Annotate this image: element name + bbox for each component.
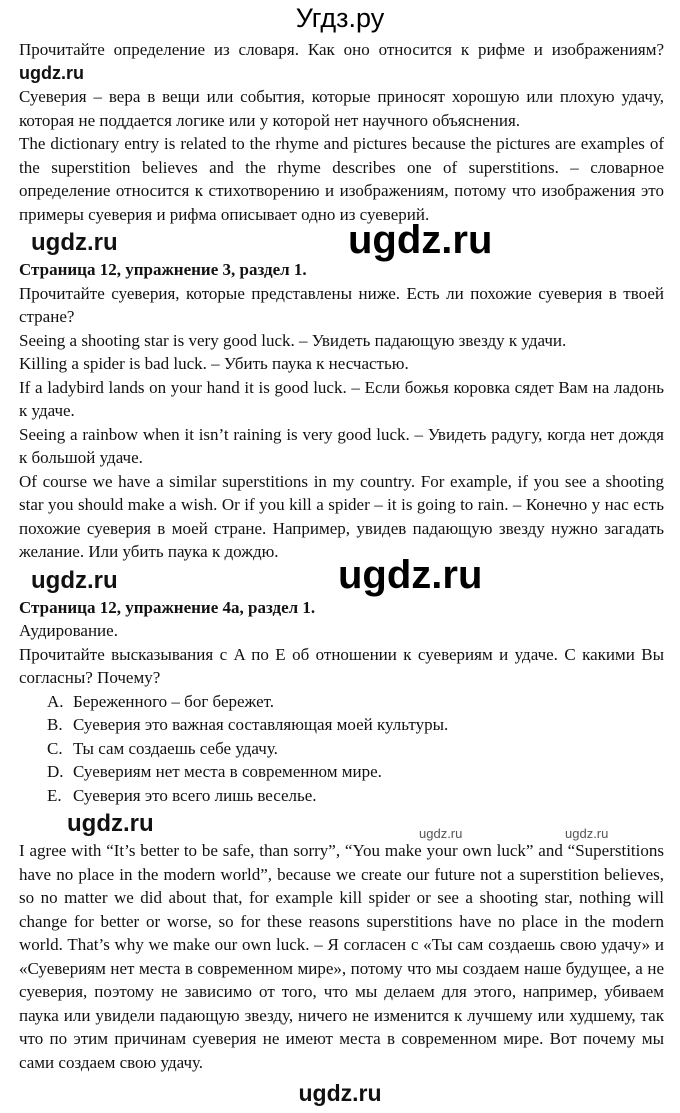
exercise-instruction: Прочитайте суеверия, которые представлены ниже. Есть ли похожие суеверия в твоей стране? <box>19 283 664 326</box>
options-list <box>19 690 664 808</box>
watermark-large: ugdz.ru <box>348 218 493 262</box>
exercise-heading: Страница 12, упражнение 3, раздел 1. <box>19 260 307 279</box>
intro-instruction: Прочитайте определение из словаря. Как оно относится к рифме и изображениям?ugdz.ru <box>19 40 664 83</box>
intro-answer: The dictionary entry is related to the rhyme and pictures because the pictures are examples of the superstition believes and the rhyme describes one of superstitions. – словарное определение относится к стихотворению и изображениям, потому что изображения это примеры суеверия и рифма описывает одно из суеверий. <box>19 134 664 224</box>
watermark-large: ugdz.ru <box>338 553 483 597</box>
site-title: Угдз.ру <box>295 3 385 33</box>
watermark-tiny: ugdz.ru <box>419 826 463 841</box>
option-item: C. Ты сам создаешь себе удачу. <box>47 738 278 758</box>
option-item: A. Береженного – бог бережет. <box>47 691 275 711</box>
exercise-subheading: Аудирование. <box>19 621 118 640</box>
watermark-block: ugdz.ru <box>31 566 118 594</box>
superstition-line: Seeing a shooting star is very good luck. – Увидеть падающую звезду к удачи. <box>19 330 567 350</box>
watermark-inline: ugdz.ru <box>19 62 84 83</box>
exercise-heading: Страница 12, упражнение 4a, раздел 1. <box>19 597 316 617</box>
watermark-block: ugdz.ru <box>31 229 118 256</box>
watermark-tiny: ugdz.ru <box>565 826 609 841</box>
superstition-line: If a ladybird lands on your hand it is good luck. – Если божья коровка сядет Вам на ладонь к удаче. <box>19 377 664 420</box>
footer-watermark: ugdz.ru <box>298 1080 382 1106</box>
watermark-block: ugdz.ru <box>67 810 154 837</box>
exercise-answer: Of course we have a similar superstitions in my country. For example, if you see a shooting star you should make a wish. Or if you kill a spider – it is going to rain. – Конечно у нас есть похожие суеверия в моей стране. Например, увидев падающую звезду нужно загадать желание. Или убить паука к дождю. <box>19 471 664 561</box>
option-item: B. Суеверия это важная составляющая моей культуры. <box>47 715 449 734</box>
definition-text: Суеверия – вера в вещи или события, которые приносят хорошую или плохую удачу, которая не поддается логике или у которой нет научного объяснения. <box>19 87 664 130</box>
superstition-line: Killing a spider is bad luck. – Убить паука к несчастью. <box>19 354 409 373</box>
exercise-answer: I agree with “It’s better to be safe, than sorry”, “You make your own luck” and “Superstitions have no place in the modern world”, because we create our future not a superstition believes, so no matter we did about that, for example kill spider or see a shooting star, nothing will change for better or worse, so for these reasons superstitions have no place in the modern world. That’s why we make our own luck. – Я согласен с «Ты сам создаешь свою удачу» и «Суевериям нет места в современном мире», потому что мы создаем наше будущее, а не суеверия, поэтому не зависимо от того, что мы делаем для этого, например, убиваем паука или увидели падающую звезду, ничего не изменится к лучшему или худшему, так что по этим причинам суеверия не имеют места в современном мире. Вот почему мы сами создаем свою удачу. <box>19 841 664 1072</box>
document-content <box>19 38 664 1074</box>
superstition-line: Seeing a rainbow when it isn’t raining is very good luck. – Увидеть радугу, когда нет дождя к большой удаче. <box>19 424 664 467</box>
option-item: D. Суевериям нет места в современном мире. <box>47 762 382 781</box>
option-item: E. Суеверия это всего лишь веселье. <box>47 785 317 805</box>
exercise-instruction: Прочитайте высказывания с A по E об отношении к суевериям и удаче. С какими Вы согласны? Почему? <box>19 644 664 687</box>
